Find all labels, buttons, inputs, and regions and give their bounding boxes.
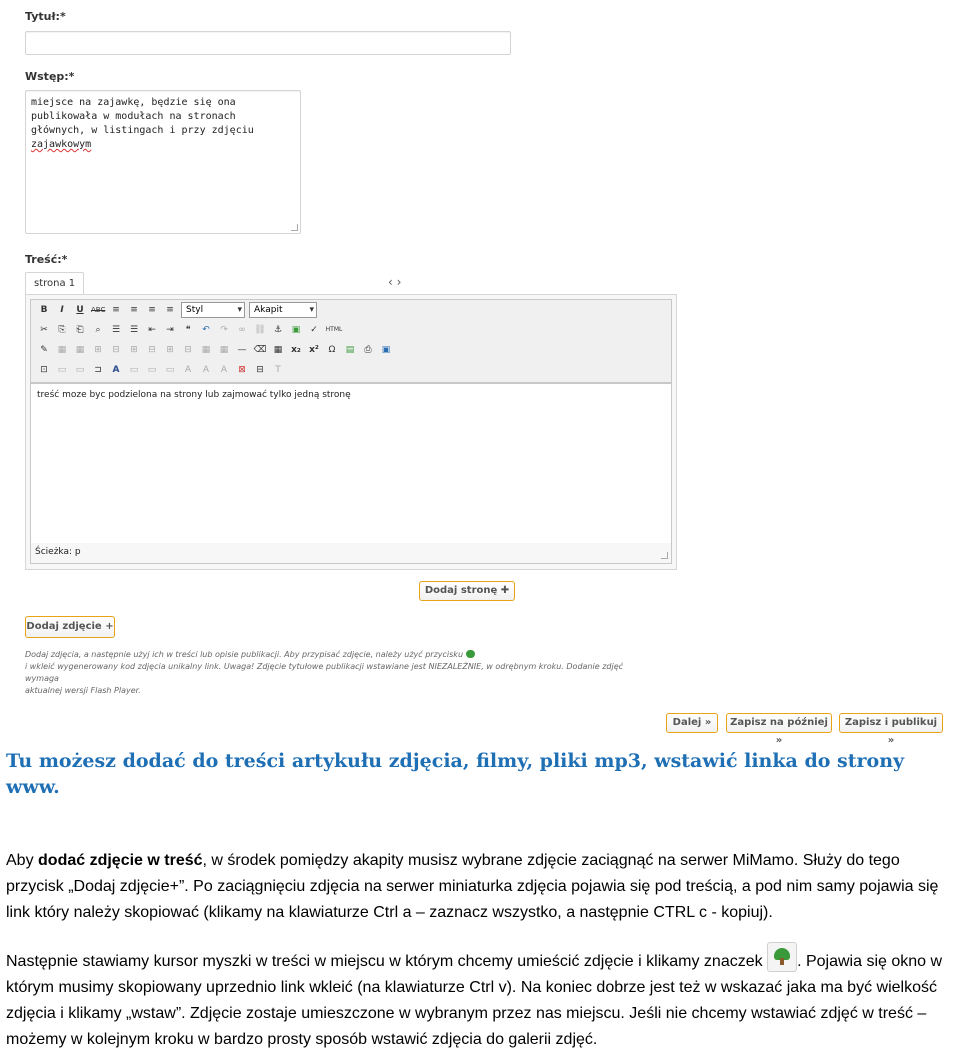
cell-props-icon[interactable]: ▦ (201, 345, 211, 355)
template-icon[interactable]: T (275, 365, 281, 375)
article-heading: Tu możesz dodać do treści artykułu zdjęcia, filmy, pliki mp3, wstawić linka do strony www. (6, 750, 905, 798)
delete-col-icon[interactable]: ⊟ (148, 345, 156, 355)
p1-text-a: Aby (6, 852, 39, 869)
styleprops-icon[interactable]: A (112, 365, 120, 375)
media-icon[interactable]: ▤ (345, 345, 355, 355)
redo-icon[interactable]: ↷ (220, 325, 228, 335)
remove-format-icon[interactable]: ⌫ (253, 345, 267, 355)
underline-icon[interactable]: U (76, 305, 84, 315)
paragraph-1 (6, 848, 956, 926)
cleanup-icon[interactable]: ✓ (310, 325, 318, 335)
resize-handle-icon[interactable] (291, 224, 298, 231)
fullscreen-icon[interactable]: ▣ (381, 345, 391, 355)
cite-icon[interactable]: ▭ (129, 365, 139, 375)
tab-page-1[interactable]: strona 1 (25, 272, 84, 295)
align-center-icon[interactable]: ≡ (130, 305, 138, 315)
italic-icon[interactable]: I (60, 305, 64, 315)
editor-path: Ścieżka: p (30, 543, 672, 564)
insert-image-icon (466, 650, 475, 658)
abbr-icon[interactable]: ▭ (147, 365, 157, 375)
rich-text-editor (25, 294, 677, 570)
p1-bold: dodać zdjęcie w treść (38, 852, 203, 869)
edit-icon[interactable]: ✎ (40, 345, 48, 355)
move-forward-icon[interactable]: ▭ (57, 365, 67, 375)
intro-label: Wstęp:* (25, 70, 75, 83)
paste-icon[interactable]: ⎗ (76, 325, 84, 335)
intro-line: głównych, w listingach i przy zdjęciu (31, 125, 254, 136)
bullet-list-icon[interactable]: ☰ (111, 325, 121, 335)
link-icon[interactable]: ∞ (238, 325, 246, 335)
unlink-icon[interactable]: ⛓ (254, 325, 266, 335)
toolbar-row-4 (37, 362, 285, 378)
visual-aid-icon[interactable]: ▦ (273, 345, 283, 355)
special-char-icon[interactable]: Ω (328, 345, 336, 355)
toolbar-row-1 (37, 302, 317, 318)
paragraph-select[interactable]: Akapit ▾ (249, 302, 317, 318)
paragraph-2 (6, 942, 956, 1053)
pagebreak-icon[interactable]: ⊟ (256, 365, 264, 375)
intro-line: miejsce na zajawkę, będzie się ona (31, 97, 236, 108)
nonbreaking-icon[interactable]: ⊠ (238, 365, 246, 375)
insert-col-icon[interactable]: ⊞ (130, 345, 138, 355)
p2-text-b: . Pojawia się okno w którym musimy skopiowany uprzednio link wkleić (na klawiaturze Ctrl v). Na koniec dobrze jest też w wskazać jaka ma być wielkość zdjęcia i klikamy „wstaw”. Zdjęcie zostaje umieszczone w wybranym przez nas miejscu. Jeśli nie chcemy wstawiać zdjęć w treść – możemy w kolejnym kroku w bardzo prosty sposób wstawić zdjęcia do galerii zdjęć. (6, 953, 943, 1048)
align-right-icon[interactable]: ≡ (148, 305, 156, 315)
anchor-icon[interactable]: ⚓ (273, 325, 283, 335)
numbered-list-icon[interactable]: ☰ (129, 325, 139, 335)
insert-image-icon (767, 942, 797, 972)
table-props-icon[interactable]: ▦ (75, 345, 85, 355)
del-icon[interactable]: A (184, 365, 192, 375)
ins-icon[interactable]: A (202, 365, 210, 375)
subscript-icon[interactable]: x₂ (291, 345, 301, 355)
strikethrough-icon[interactable]: ABC (91, 306, 106, 314)
undo-icon[interactable]: ↶ (202, 325, 210, 335)
save-later-button[interactable]: Zapisz na później » (726, 713, 832, 733)
p2-text-a: Następnie stawiamy kursor myszki w treści w miejscu w którym chcemy umieścić zdjęcie i klikamy znaczek (6, 953, 763, 970)
save-publish-button[interactable]: Zapisz i publikuj » (839, 713, 943, 733)
content-label: Treść:* (25, 253, 68, 266)
add-photo-button[interactable]: Dodaj zdjęcie + (25, 616, 115, 638)
add-page-button[interactable]: Dodaj stronę ✚ (419, 581, 515, 601)
html-source-icon[interactable]: HTML (325, 326, 343, 333)
copy-icon[interactable]: ⎘ (58, 325, 66, 335)
row-props-icon[interactable]: ▦ (219, 345, 229, 355)
split-cells-icon[interactable]: ⊞ (166, 345, 174, 355)
superscript-icon[interactable]: x² (309, 345, 319, 355)
editor-text: treść moze byc podzielona na strony lub zajmować tylko jedną stronę (37, 390, 351, 400)
insert-image-icon[interactable]: ▣ (291, 325, 301, 335)
intro-line: publikowała w modułach na stronach (31, 111, 236, 122)
find-icon[interactable]: ⌕ (95, 325, 101, 335)
page-nav-arrows-icon[interactable]: ‹ › (388, 275, 402, 289)
note-line: aktualnej wersji Flash Player. (25, 686, 141, 695)
title-input[interactable] (25, 31, 511, 55)
p1-text-b: , w środek pomiędzy akapity musisz wybrane zdjęcie zaciągnąć na serwer MiMamo. Służy do tego przycisk „Dodaj zdjęcie+”. Po zaciągnięciu zdjęcia na serwer miniaturka zdjęcia pojawia się pod treścią, a pod nim samy pojawia się link który należy skopiować (klikamy na klawiaturze Ctrl a – zaznacz wszystko, a następnie CTRL c - kopiuj). (6, 852, 939, 921)
blockquote-icon[interactable]: ❝ (185, 325, 191, 335)
print-icon[interactable]: ⎙ (364, 345, 372, 355)
acronym-icon[interactable]: ▭ (165, 365, 175, 375)
insert-layer-icon[interactable]: ⊡ (40, 365, 48, 375)
align-justify-icon[interactable]: ≡ (166, 305, 174, 315)
photo-help-note (25, 649, 635, 697)
editor-resize-icon[interactable] (661, 552, 668, 559)
title-label: Tytuł:* (25, 10, 66, 23)
cut-icon[interactable]: ✂ (40, 325, 48, 335)
table-icon[interactable]: ▦ (57, 345, 67, 355)
note-line: Dodaj zdjęcia, a następnie użyj ich w treści lub opisie publikacji. Aby przypisać zdjęcie, należy użyć przycisku (25, 649, 635, 661)
screenshot-form (8, 0, 960, 755)
style-select[interactable]: Styl ▾ (181, 302, 245, 318)
intro-textarea[interactable] (25, 90, 301, 234)
attribs-icon[interactable]: A (220, 365, 228, 375)
horizontal-rule-icon[interactable]: — (237, 345, 247, 355)
toolbar-row-2 (37, 322, 343, 338)
insert-row-icon[interactable]: ⊞ (94, 345, 102, 355)
toolbar-row-3 (37, 342, 393, 358)
outdent-icon[interactable]: ⇤ (148, 325, 156, 335)
merge-cells-icon[interactable]: ⊟ (184, 345, 192, 355)
absolute-icon[interactable]: ⊐ (94, 365, 102, 375)
next-button[interactable]: Dalej » (666, 713, 718, 733)
intro-line: zajawkowym (31, 139, 92, 150)
move-backward-icon[interactable]: ▭ (75, 365, 85, 375)
indent-icon[interactable]: ⇥ (166, 325, 174, 335)
delete-row-icon[interactable]: ⊟ (112, 345, 120, 355)
editor-toolbar (30, 299, 672, 383)
editor-content-area[interactable] (30, 383, 672, 545)
align-left-icon[interactable]: ≡ (112, 305, 120, 315)
note-line: i wkleić wygenerowany kod zdjęcia unikalny link. Uwaga! Zdjęcie tytułowe publikacji wstawiane jest NIEZALEŻNIE, w odrębnym kroku. Dodanie zdjęć wymaga (25, 662, 624, 683)
bold-icon[interactable]: B (40, 305, 48, 315)
